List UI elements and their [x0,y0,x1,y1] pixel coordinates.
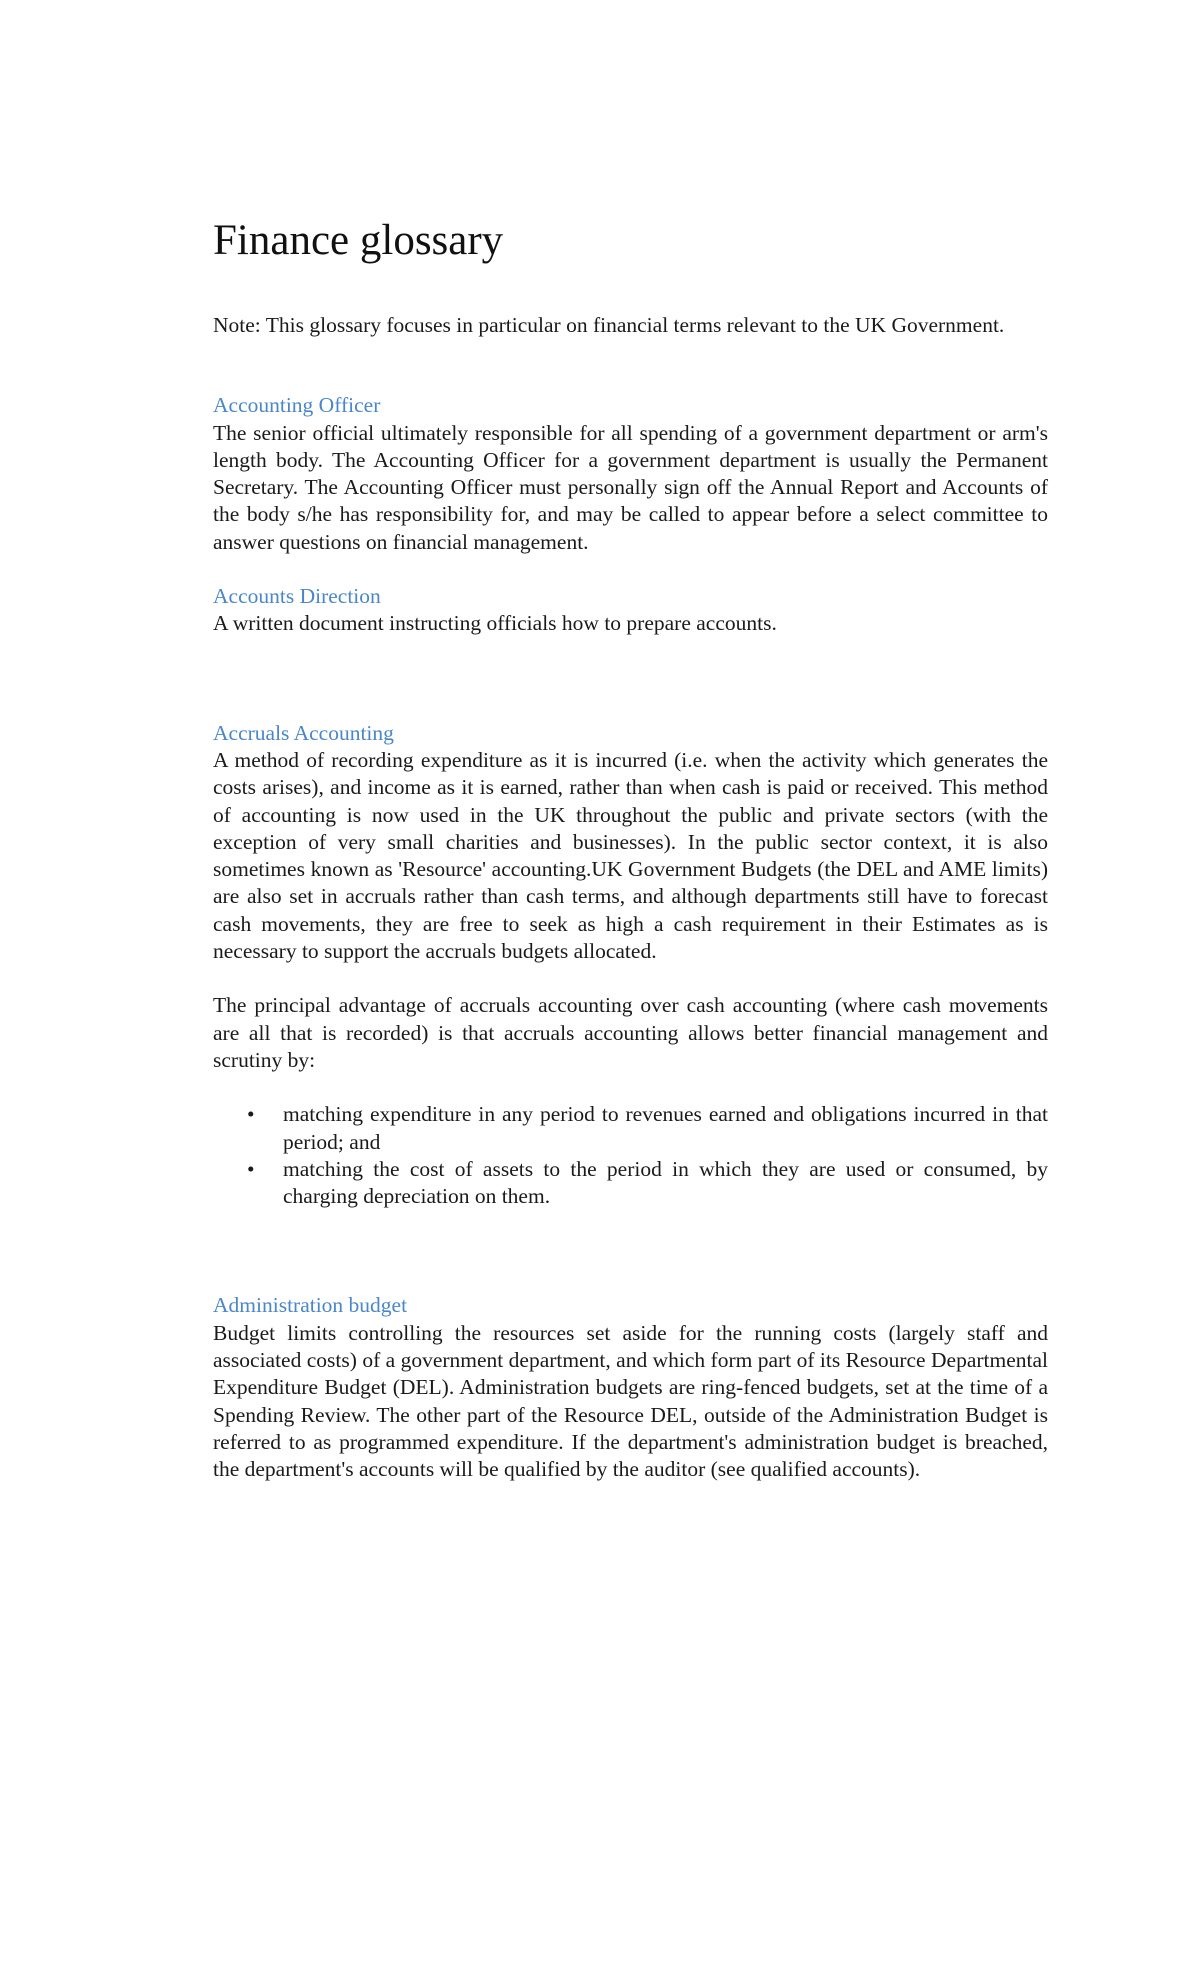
glossary-entry-accounts-direction [213,583,1048,638]
entry-term: Accounting Officer [213,393,381,418]
glossary-note: Note: This glossary focuses in particular on financial terms relevant to the UK Government. [213,313,1005,337]
glossary-entry-accounting-officer [213,392,1048,556]
bullet-text: matching the cost of assets to the period in which they are used or consumed, by charging depreciation on them. [283,1156,1048,1209]
bullet-text: matching expenditure in any period to revenues earned and obligations incurred in that period; and [283,1102,1048,1154]
bullet-item [213,1156,1048,1211]
bullet-item [213,1101,1048,1156]
entry-definition: A method of recording expenditure as it is incurred (i.e. when the activity which generates the costs arises), and income as it is earned, rather than when cash is paid or received. This method of accounting is now used in the UK throughout the public and private sectors (with the exception of very small charities and businesses). In the public sector context, it is also sometimes known as 'Resource' accounting.UK Government Budgets (the DEL and AME limits) are also set in accruals rather than cash terms, and although departments still have to forecast cash movements, they are free to seek as high a cash requirement in their Estimates as is necessary to support the accruals budgets allocated. [213,747,1048,964]
document-title: Finance glossary [213,217,504,264]
bullet-icon: • [247,1102,255,1127]
glossary-entry-accruals-accounting [213,720,1048,1211]
entry-definition: A written document instructing officials how to prepare accounts. [213,611,777,636]
bullet-list [213,1101,1048,1210]
entry-definition: Budget limits controlling the resources set aside for the running costs (largely staff and associated costs) of a government department, and which form part of its Resource Departmental Expenditure Budget (DEL). Administration budgets are ring-fenced budgets, set at the time of a Spending Review. The other part of the Resource DEL, outside of the Administration Budget is referred to as programmed expenditure. If the department's administration budget is breached, the department's accounts will be qualified by the auditor (see qualified accounts). [213,1320,1048,1482]
entry-term: Administration budget [213,1293,408,1318]
entry-definition: The senior official ultimately responsible for all spending of a government department or arm's length body. The Accounting Officer for a government department is usually the Permanent Secretary. The Accounting Officer must personally sign off the Annual Report and Accounts of the body s/he has responsibility for, and may be called to appear before a select committee to answer questions on financial management. [213,420,1048,554]
bullet-icon: • [247,1156,255,1181]
glossary-entry-administration-budget [213,1292,1048,1483]
entry-definition-continued: The principal advantage of accruals accounting over cash accounting (where cash movements are all that is recorded) is that accruals accounting allows better financial management and scrutiny by: [213,993,1048,1072]
entry-term: Accounts Direction [213,584,381,609]
entry-term: Accruals Accounting [213,720,394,745]
